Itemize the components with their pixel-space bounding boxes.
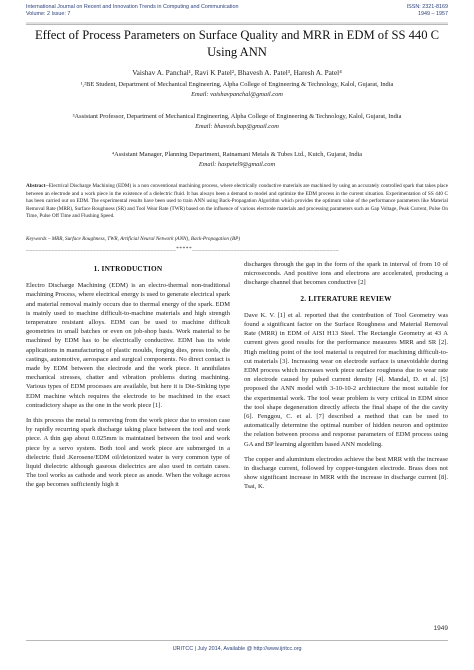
footer-rule	[26, 640, 448, 641]
affiliation-2-text: ³Assistant Professor, Department of Mechanical Engineering, Alpha College of Engineering & Technology, Kalol, Gujarat, India	[72, 113, 402, 120]
page-number: 1949	[433, 625, 448, 632]
paragraph: The copper and aluminium electrodes achieve the best MRR with the increase in discharge current, followed by copper-tungsten electrode. Brass does not show significant increase in MRR with the increase in discharge current [8]. Tsai, K.	[244, 455, 448, 491]
abstract-text: --Electrical Discharge Machining (EDM) is a non conventional machining process, where electrically conductive materials are machined by using an accurately controlled spark that takes place between an electrode and a work piece in the existence of a dielectric fluid. It has always been a demand to model and optimize the EDM process in the current situation. Experimentation of SS 440 C has been carried out on EDM. The experimental results have been used to train ANN using Back-Propagation Algorithm which provides the optimum value of the performance parameters like Material Removal Rate (MRR), Surface Roughness (SR) and Tool Wear Rate (TWR) based on the influence of various electrode materials and processing parameters such as Gap Voltage, Peak Current, Pulse On Time, Pulse Off Time and Flushing Speed.	[26, 183, 448, 220]
right-column	[244, 260, 448, 498]
journal-header-right	[407, 4, 448, 17]
abstract	[26, 183, 448, 221]
journal-volume: Volume: 2 Issue: 7	[26, 10, 71, 17]
journal-header-left	[26, 4, 238, 17]
journal-name: International Journal on Recent and Innovation Trends in Computing and Communication	[26, 4, 239, 10]
affiliation-1-text: ¹,²BE Student, Department of Mechanical Engineering, Alpha College of Engineering & Technology, Kalol, Gujarat, India	[80, 81, 394, 88]
affiliation-1-email: Email: vaishavpanchal@gmail.com	[191, 90, 283, 98]
journal-pages: 1949 – 1957	[418, 10, 448, 17]
affiliation-2	[26, 112, 448, 131]
affiliation-3-text: ⁴Assistant Manager, Planning Department, Ratnamani Metals & Tubes Ltd., Kutch, Gujarat, India	[111, 151, 363, 158]
affiliation-1	[26, 80, 448, 99]
page-footer	[26, 625, 448, 658]
affiliation-2-email: Email: bhavesh.bap@gmail.com	[195, 122, 279, 130]
affiliation-3	[26, 150, 448, 169]
author-list: Vaishav A. Panchal¹, Ravi K Patel², Bhavesh A. Patel³, Haresh A. Patel⁴	[132, 68, 342, 77]
section-heading-introduction: 1. INTRODUCTION	[93, 264, 163, 273]
paragraph: Dave K. V. [1] et al. reported that the contribution of Tool Geometry was found a significant factor on the Surface Roughness and Material Removal Rate (MRR) in EDM of AISI H13 Steel. The Rectangle Geometry at 43 A current gives good results for the performance measures MRR and SR [2]. High melting point of the tool material is required for machining difficult-to-cut materials [3]. Increasing wear on electrode surface is unavoidable during EDM process which increases work piece surface roughness due to wear rate on electrode caused by pulsed current density [4]. Mandal, D. et al. [5] proposed the ANN model with 3-10-10-2 architecture the most suitable for the experimental work. The tool wear problem is very critical in EDM since the tool shape degeneration directly affects the final shape of the die cavity [6]. Fenggou, C. et al. [7] described a method that can be used to automatically determine the optimal number of hidden neuron and optimize the relation between process and response parameters of EDM process using GA and BP learning algorithm based ANN modeling.	[244, 311, 448, 448]
footer-text: IJRITCC | July 2014, Available @ http://www.ijritcc.org	[172, 646, 302, 652]
paragraph: Electro Discharge Machining (EDM) is an electro-thermal non-traditional machining Process, where electrical energy is used to generate electrical spark and material removal mainly occurs due to thermal energy of the spark. EDM is mainly used to machine difficult-to-machine materials and high strength temperature resistant alloys. EDM can be used to machine difficult geometries in small batches or even on job-shop basis. Work material to be machined by EDM has to be electrically conductive. EDM has its wide applications in manufacturing of plastic moulds, forging dies, press tools, die castings, automotive, aerospace and surgical components. No direct contact is made by EDM between the electrode and the work piece. It annihilates mechanical stresses, chatter and vibration problems during machining. Various types of EDM processes are available, but here it is Die-Sinking type EDM machine which requires the electrode to be machined in the exact contradictory shape as the one in the work piece [1].	[26, 282, 230, 409]
paragraph: discharges through the gap in the form of the spark in interval of from 10 of microseconds. And positive ions and electrons are accelerated, producing a discharge channel that becomes conductive [2]	[244, 261, 448, 287]
abstract-label: Abstract	[26, 183, 46, 189]
section-heading-literature-review: 2. LITERATURE REVIEW	[300, 293, 392, 303]
journal-header	[26, 0, 448, 22]
affiliation-3-email: Email: haspetel9@gmail.com	[198, 160, 276, 168]
section-divider: _______________________________________________*****______________________________________________	[26, 246, 340, 252]
paper-title: Effect of Process Parameters on Surface Quality and MRR in EDM of SS 440 C Using ANN	[34, 28, 440, 59]
paragraph: In this process the metal is removing from the work piece due to erosion case by rapidly recurring spark discharge taking place between the tool and work piece. A thin gap about 0.025mm is maintained between the tool and work piece by a servo system. Both tool and work piece are submerged in a dielectric fluid .Kerosene/EDM oil/deionized water is very common type of liquid dielectric although gaseous dielectrics are also used in certain cases. The tool works as cathode and work piece as anode. When the voltage across the gap becomes sufficiently high it	[26, 417, 230, 489]
left-column	[26, 260, 230, 496]
journal-issn: ISSN: 2321-8169	[406, 4, 448, 10]
header-rule	[26, 22, 448, 25]
keywords: Keywords – MRR, Surface Roughness, TWR, Artificial Neural Network (ANN), Back-Propagation (BP)	[26, 236, 241, 242]
